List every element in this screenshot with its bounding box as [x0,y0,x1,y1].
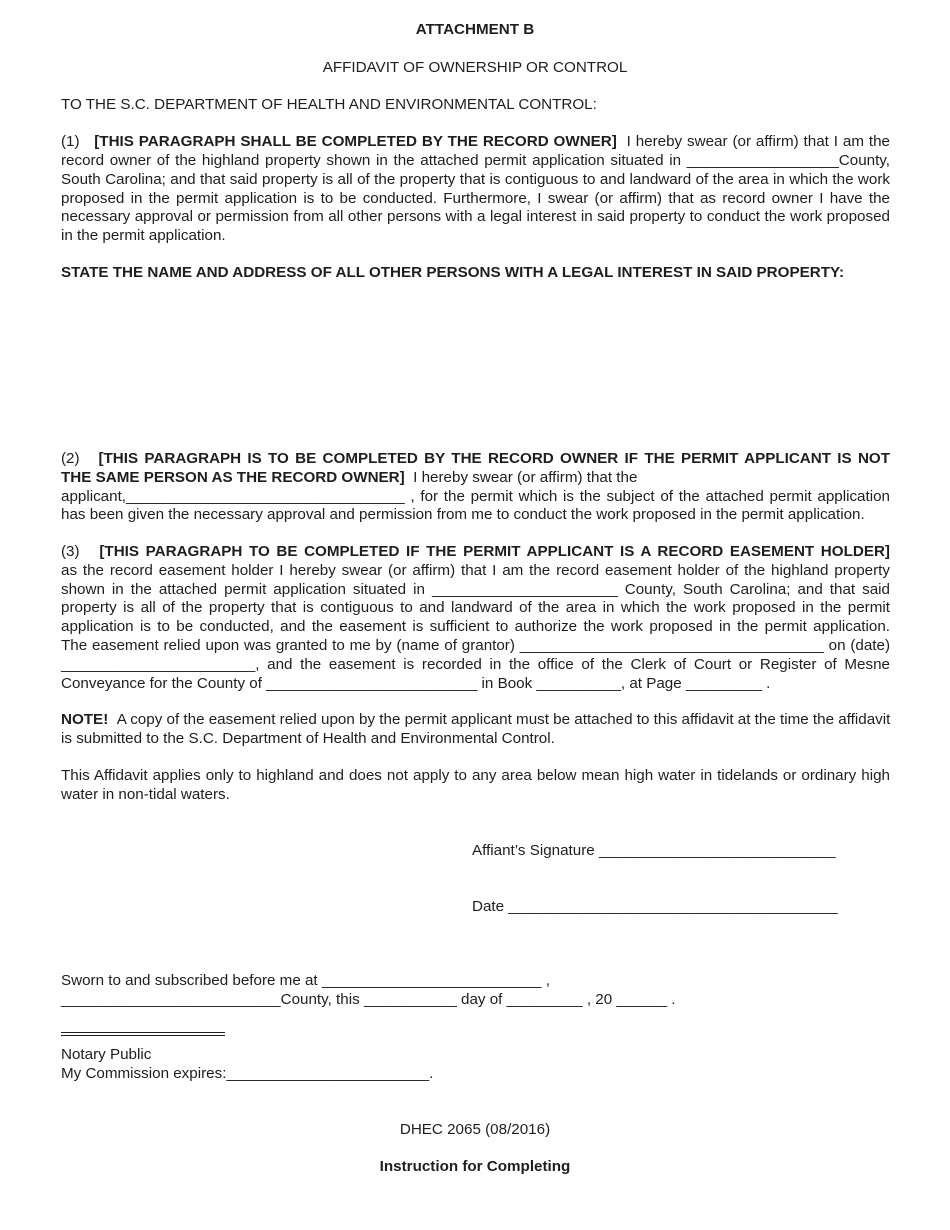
paragraph-2-line-3: applicant,_________________________________ , for the permit which is the subject of the attached permit application [61,488,890,505]
commission-expires-field[interactable]: My Commission expires:________________________. [61,1065,434,1082]
affiant-signature-field[interactable]: Affiant’s Signature ____________________________ [472,842,836,859]
notary-signature-rule [61,1032,225,1036]
paragraph-3-line-6: The easement relied upon was granted to me by (name of grantor) ____________________________________ on (date) [61,637,890,654]
paragraph-2-text: I hereby swear (or affirm) that the [413,469,638,486]
note-label: NOTE! [61,711,109,728]
paragraph-1-line-4: proposed in the permit application is to be conducted. Furthermore, I swear (or affirm) that as record owner I have the [61,190,890,207]
paragraph-2-line-2 [61,468,890,487]
sworn-line-2[interactable]: __________________________County, this ___________ day of _________ , 20 ______ . [61,991,676,1008]
signature-date-field[interactable]: Date _______________________________________ [472,898,838,915]
paragraph-2-heading: [THIS PARAGRAPH IS TO BE COMPLETED BY THE RECORD OWNER IF THE PERMIT APPLICANT IS NOT [98,450,890,467]
paragraph-3-line-3: shown in the attached permit application situated in ______________________ County, South Carolina; and that said [61,581,890,598]
form-id: DHEC 2065 (08/2016) [399,1121,551,1138]
paragraph-3-line-7: _______________________, and the easement is recorded in the office of the Clerk of Court or Register of Mesne [61,656,890,673]
paragraph-1-line-6: in the permit application. [61,227,226,244]
document-title: AFFIDAVIT OF OWNERSHIP OR CONTROL [322,59,628,76]
paragraph-2-line-4: has been given the necessary approval and permission from me to conduct the work proposed in the permit application. [61,506,865,523]
applies-line-2: water in non-tidal waters. [61,786,230,803]
paragraph-3-heading: [THIS PARAGRAPH TO BE COMPLETED IF THE PERMIT APPLICANT IS A RECORD EASEMENT HOLDER] [99,543,890,560]
instruction-heading: Instruction for Completing [379,1158,571,1175]
paragraph-2-heading-cont: THE SAME PERSON AS THE RECORD OWNER] [61,469,405,486]
attachment-label: ATTACHMENT B [415,21,535,38]
paragraph-3-number: (3) [61,543,80,560]
paragraph-3-line-1 [61,542,890,561]
applies-line-1: This Affidavit applies only to highland and does not apply to any area below mean high water in tidelands or ordinary high [61,767,890,784]
note-line-1 [61,710,890,729]
paragraph-2-line-1 [61,449,890,468]
paragraph-3-line-4: property is all of the property that is contiguous to and landward of the area in which the work proposed in the permit [61,599,890,616]
paragraph-3-line-2: as the record easement holder I hereby swear (or affirm) that I am the record easement holder of the highland property [61,562,890,579]
notary-public-label: Notary Public [61,1046,152,1063]
paragraph-1-line-3: South Carolina; and that said property is all of the property that is contiguous to and landward of the area in which the work [61,171,890,188]
paragraph-1-heading: [THIS PARAGRAPH SHALL BE COMPLETED BY THE RECORD OWNER] [94,133,617,150]
paragraph-1-line-5: necessary approval or permission from all other persons with a legal interest in said property to conduct the work proposed [61,208,890,225]
legal-interest-heading: STATE THE NAME AND ADDRESS OF ALL OTHER PERSONS WITH A LEGAL INTEREST IN SAID PROPERTY: [61,264,845,281]
note-text: A copy of the easement relied upon by the permit applicant must be attached to this affidavit at the time the affidavit [116,711,891,728]
salutation: TO THE S.C. DEPARTMENT OF HEALTH AND ENVIRONMENTAL CONTROL: [61,96,597,113]
paragraph-1-number: (1) [61,133,80,150]
paragraph-3-line-5: application is to be conducted, and the easement is sufficient to authorize the work proposed in the permit application. [61,618,890,635]
paragraph-1-line-1 [61,132,890,151]
sworn-line-1[interactable]: Sworn to and subscribed before me at __________________________ , [61,972,550,989]
paragraph-2-number: (2) [61,450,80,467]
note-line-2: is submitted to the S.C. Department of Health and Environmental Control. [61,730,555,747]
paragraph-3-line-8: Conveyance for the County of _________________________ in Book __________, at Page _________ . [61,675,771,692]
paragraph-1-text: I hereby swear (or affirm) that I am the [626,133,890,150]
paragraph-1-line-2: record owner of the highland property shown in the attached permit application situated in __________________County, [61,152,890,169]
